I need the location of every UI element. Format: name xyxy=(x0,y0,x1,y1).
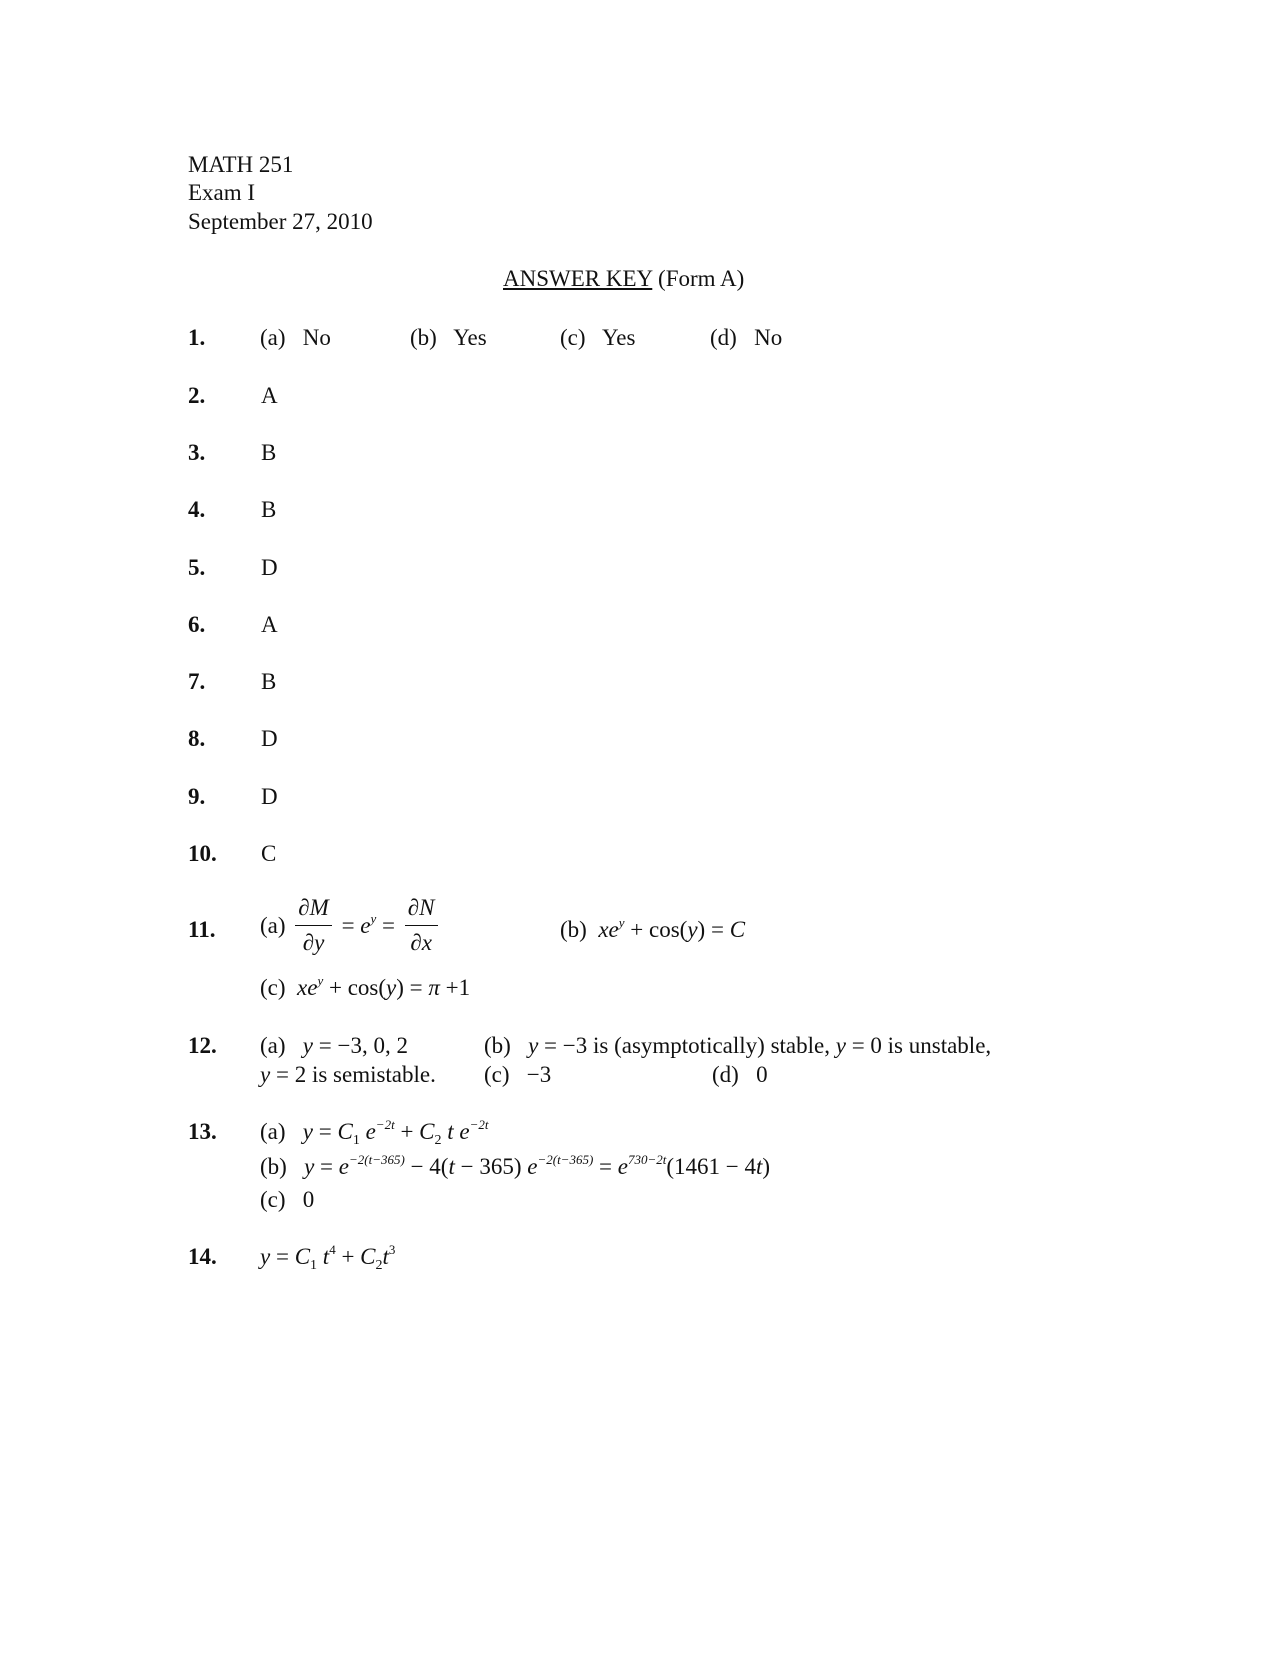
q12-a: (a) y = −3, 0, 2 xyxy=(260,1033,408,1058)
question-number: 13. xyxy=(188,1119,217,1144)
part-label: (a) xyxy=(260,1033,286,1058)
mc-answer: B xyxy=(261,440,277,465)
mc-answer: C xyxy=(261,841,277,866)
q12-b: (b) y = −3 is (asymptotically) stable, y = 0 is unstable, xyxy=(484,1033,992,1058)
part-answer: 0 xyxy=(302,1187,315,1212)
q12-c xyxy=(484,1063,551,1086)
mc-answer: A xyxy=(261,383,278,408)
mc-answer: A xyxy=(261,612,278,637)
q1-b xyxy=(410,326,487,349)
part-label: (c) xyxy=(260,1187,286,1212)
equality: = $e^y$ = xyxy=(341,910,396,938)
q13-b: (b) $y = e^{-2(t-365)} - 4(t - 365) e^{-2(t-365)} = e^{730-2t}(1461 - 4t)$ xyxy=(260,1152,771,1179)
denominator: ∂x xyxy=(410,930,432,956)
part-answer: Yes xyxy=(453,325,487,350)
part-answer: −3 xyxy=(526,1062,552,1087)
q11-a xyxy=(260,895,442,957)
part-label: (b) xyxy=(260,1154,287,1179)
mc-answer: B xyxy=(261,669,277,694)
part-label: (b) xyxy=(484,1033,511,1058)
mc-answer: B xyxy=(261,497,277,522)
form-label: (Form A) xyxy=(658,266,745,291)
part-label: (d) xyxy=(710,325,737,350)
question-number: 3. xyxy=(188,440,206,465)
question-number: 2. xyxy=(188,383,206,408)
q1-c xyxy=(560,326,635,349)
q13-a: (a) $y = C_1$ $e^{-2t} + C_2$ t $e^{-2t}$ xyxy=(260,1117,489,1148)
denominator: ∂y xyxy=(302,930,325,956)
question-number: 8. xyxy=(188,726,206,751)
part-label: (d) xyxy=(712,1062,739,1087)
fraction-dm-dy xyxy=(295,895,332,957)
course-name: MATH 251 xyxy=(188,152,294,177)
q13-c xyxy=(260,1188,314,1211)
q11-b: (b) $xe^y + \cos(y) = C$ xyxy=(560,915,746,942)
mc-answer: D xyxy=(261,784,278,809)
part-answer: Yes xyxy=(601,325,636,350)
numerator: ∂M xyxy=(295,895,332,926)
q1-d xyxy=(710,326,782,349)
q12-a-cont: y = 2 is semistable. xyxy=(260,1062,436,1087)
answer-key-label: ANSWER KEY xyxy=(503,266,653,291)
mc-answer: D xyxy=(261,555,278,580)
part-label: (a) xyxy=(260,325,286,350)
answer-key-title xyxy=(503,267,744,290)
numerator: ∂N xyxy=(405,895,438,926)
part-answer: No xyxy=(302,325,331,350)
exam-date: September 27, 2010 xyxy=(188,209,373,234)
part-label: (c) xyxy=(260,975,286,1000)
question-number: 5. xyxy=(188,555,206,580)
q12-d xyxy=(712,1063,768,1086)
part-label: (b) xyxy=(560,917,587,942)
q1-a xyxy=(260,326,331,349)
part-answer: 0 xyxy=(756,1062,768,1087)
question-number: 7. xyxy=(188,669,206,694)
question-number: 14. xyxy=(188,1244,217,1269)
mc-answer: D xyxy=(261,726,278,751)
question-number: 6. xyxy=(188,612,206,637)
part-label: (b) xyxy=(410,325,437,350)
part-label: (c) xyxy=(560,325,586,350)
question-number: 4. xyxy=(188,497,206,522)
question-number: 10. xyxy=(188,841,217,866)
question-number: 11. xyxy=(188,917,216,942)
q14-answer: $y = C_1$ $t^4 + C_2t^3$ xyxy=(260,1242,396,1273)
question-number: 9. xyxy=(188,784,206,809)
question-number: 1. xyxy=(188,325,206,350)
part-label: (a) xyxy=(260,1119,286,1144)
part-answer: No xyxy=(754,325,783,350)
question-number: 12. xyxy=(188,1033,217,1058)
exam-name: Exam I xyxy=(188,180,256,205)
fraction-dn-dx xyxy=(405,895,438,957)
q11-c: (c) $xe^y + \cos(y) = \pi +1$ xyxy=(260,973,471,1000)
part-label: (c) xyxy=(484,1062,510,1087)
part-label: (a) xyxy=(260,912,286,938)
